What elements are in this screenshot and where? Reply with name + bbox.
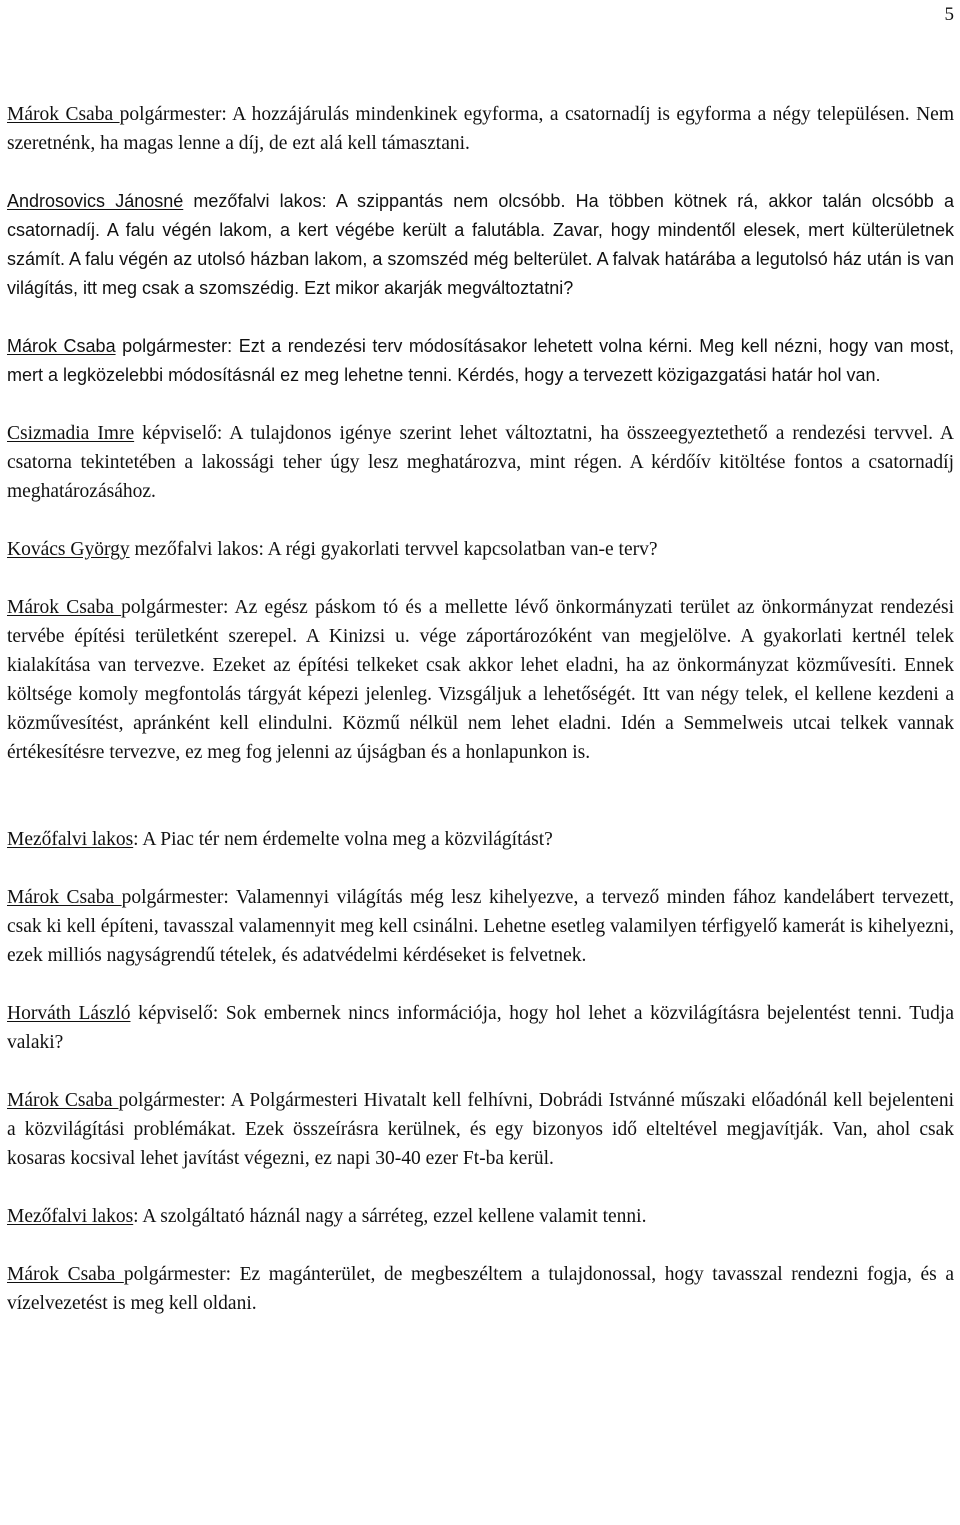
paragraph-text: polgármester: Ez magánterület, de megbeszéltem a tulajdonossal, hogy tavasszal rendezni fogja, és a vízelvezetést is meg kell oldani. [7, 1264, 954, 1314]
paragraph-text: képviselő: Sok embernek nincs információja, hogy hol lehet a közvilágításra bejelentést tenni. Tudja valaki? [7, 1003, 954, 1053]
page-number: 5 [944, 4, 954, 25]
speaker-name: Márok Csaba [7, 1090, 119, 1111]
paragraph-text: képviselő: A tulajdonos igénye szerint lehet változtatni, ha összeegyeztethető a rendezési tervvel. A csatorna tekintetében a lakossági teher úgy lesz meghatározva, mint régen. A kérdőív kitöltése fontos a csatornadíj meghatározásához. [7, 423, 955, 502]
speaker-name: Mezőfalvi lakos [7, 829, 134, 850]
document-body [7, 100, 954, 1318]
speaker-name: Kovács György [7, 539, 130, 560]
paragraph [7, 419, 954, 506]
paragraph-text: polgármester: A Polgármesteri Hivatalt kell felhívni, Dobrádi Istvánné műszaki előadónál kell bejelenteni a közvilágítási problémákat. Ezek összeírásra kerülnek, és egy bizonyos idő elteltével megjavítják. Van, ahol csak kosaras kocsival lehet javítást végezni, ez napi 30-40 ezer Ft-ba kerül. [7, 1090, 954, 1169]
paragraph-text: polgármester: A hozzájárulás mindenkinek egyforma, a csatornadíj is egyforma a négy településen. Nem szeretnénk, ha magas lenne a díj, de ezt alá kell támasztani. [7, 104, 954, 154]
paragraph [7, 593, 954, 767]
speaker-name: Csizmadia Imre [7, 423, 135, 444]
paragraph-text: polgármester: Ezt a rendezési terv módosításakor lehetett volna kérni. Meg kell nézni, hogy van most, mert a legközelebbi módosításnál ez meg lehetne tenni. Kérdés, hogy a tervezett közigazgatási határ hol van. [7, 336, 954, 385]
paragraph [7, 1202, 954, 1231]
paragraph-text: mezőfalvi lakos: A szippantás nem olcsóbb. Ha többen kötnek rá, akkor talán olcsóbb a csatornadíj. A falu végén lakom, a kert végébe került a falutábla. Zavar, hogy mindentől elesek, mert külterületnek számít. A falu végén az utolsó házban lakom, a szomszéd még belterület. A falvak határába a legutolsó ház után is van világítás, itt meg csak a szomszédig. Ezt mikor akarják megváltoztatni? [7, 191, 954, 298]
speaker-name: Márok Csaba [7, 597, 122, 618]
speaker-name: Horváth László [7, 1003, 131, 1024]
speaker-name: Márok Csaba [7, 336, 116, 356]
paragraph [7, 1086, 954, 1173]
paragraph-text: polgármester: Az egész páskom tó és a mellette lévő önkormányzati terület az önkormányzat rendezési tervébe építési területként szerepel. A Kinizsi u. vége záportározóként van megjelölve. A gyakorlati kertnél telek kialakítása van tervezve. Ezeket az építési telkeket csak akkor lehet eladni, ha az önkormányzat közművesíti. Ennek költsége komoly megfontolás tárgyát képezi jelenleg. Vizsgáljuk a lehetőségét. Itt van négy telek, el kellene kezdeni a közművesítést, apránként kell elindulni. Közmű nélkül nem lehet eladni. Idén a Semmelweis utcai telkek vannak értékesítésre tervezve, ez meg fog jelenni az újságban és a honlapunkon is. [7, 597, 954, 763]
paragraph [7, 187, 954, 303]
paragraph [7, 999, 954, 1057]
paragraph [7, 535, 954, 564]
speaker-name: Márok Csaba [7, 1264, 124, 1285]
paragraph-text: : A Piac tér nem érdemelte volna meg a közvilágítást? [133, 829, 553, 850]
paragraph [7, 883, 954, 970]
speaker-name: Androsovics Jánosné [7, 191, 184, 211]
speaker-name: Márok Csaba [7, 104, 120, 125]
paragraph-text: : A szolgáltató háznál nagy a sárréteg, ezzel kellene valamit tenni. [133, 1206, 647, 1227]
paragraph-text: mezőfalvi lakos: A régi gyakorlati tervvel kapcsolatban van-e terv? [129, 539, 658, 560]
paragraph [7, 100, 954, 158]
paragraph [7, 1260, 954, 1318]
speaker-name: Márok Csaba [7, 887, 122, 908]
paragraph [7, 332, 954, 390]
paragraph [7, 825, 954, 854]
speaker-name: Mezőfalvi lakos [7, 1206, 134, 1227]
paragraph-text: polgármester: Valamennyi világítás még lesz kihelyezve, a tervező minden fához kandelábert tervezett, csak ki kell építeni, tavasszal valamennyit meg kell csinálni. Lehetne esetleg valamilyen térfigyelő kamerát is kihelyezni, ezek milliós nagyságrendű tételek, és adatvédelmi kérdéseket is felvetnek. [7, 887, 954, 966]
